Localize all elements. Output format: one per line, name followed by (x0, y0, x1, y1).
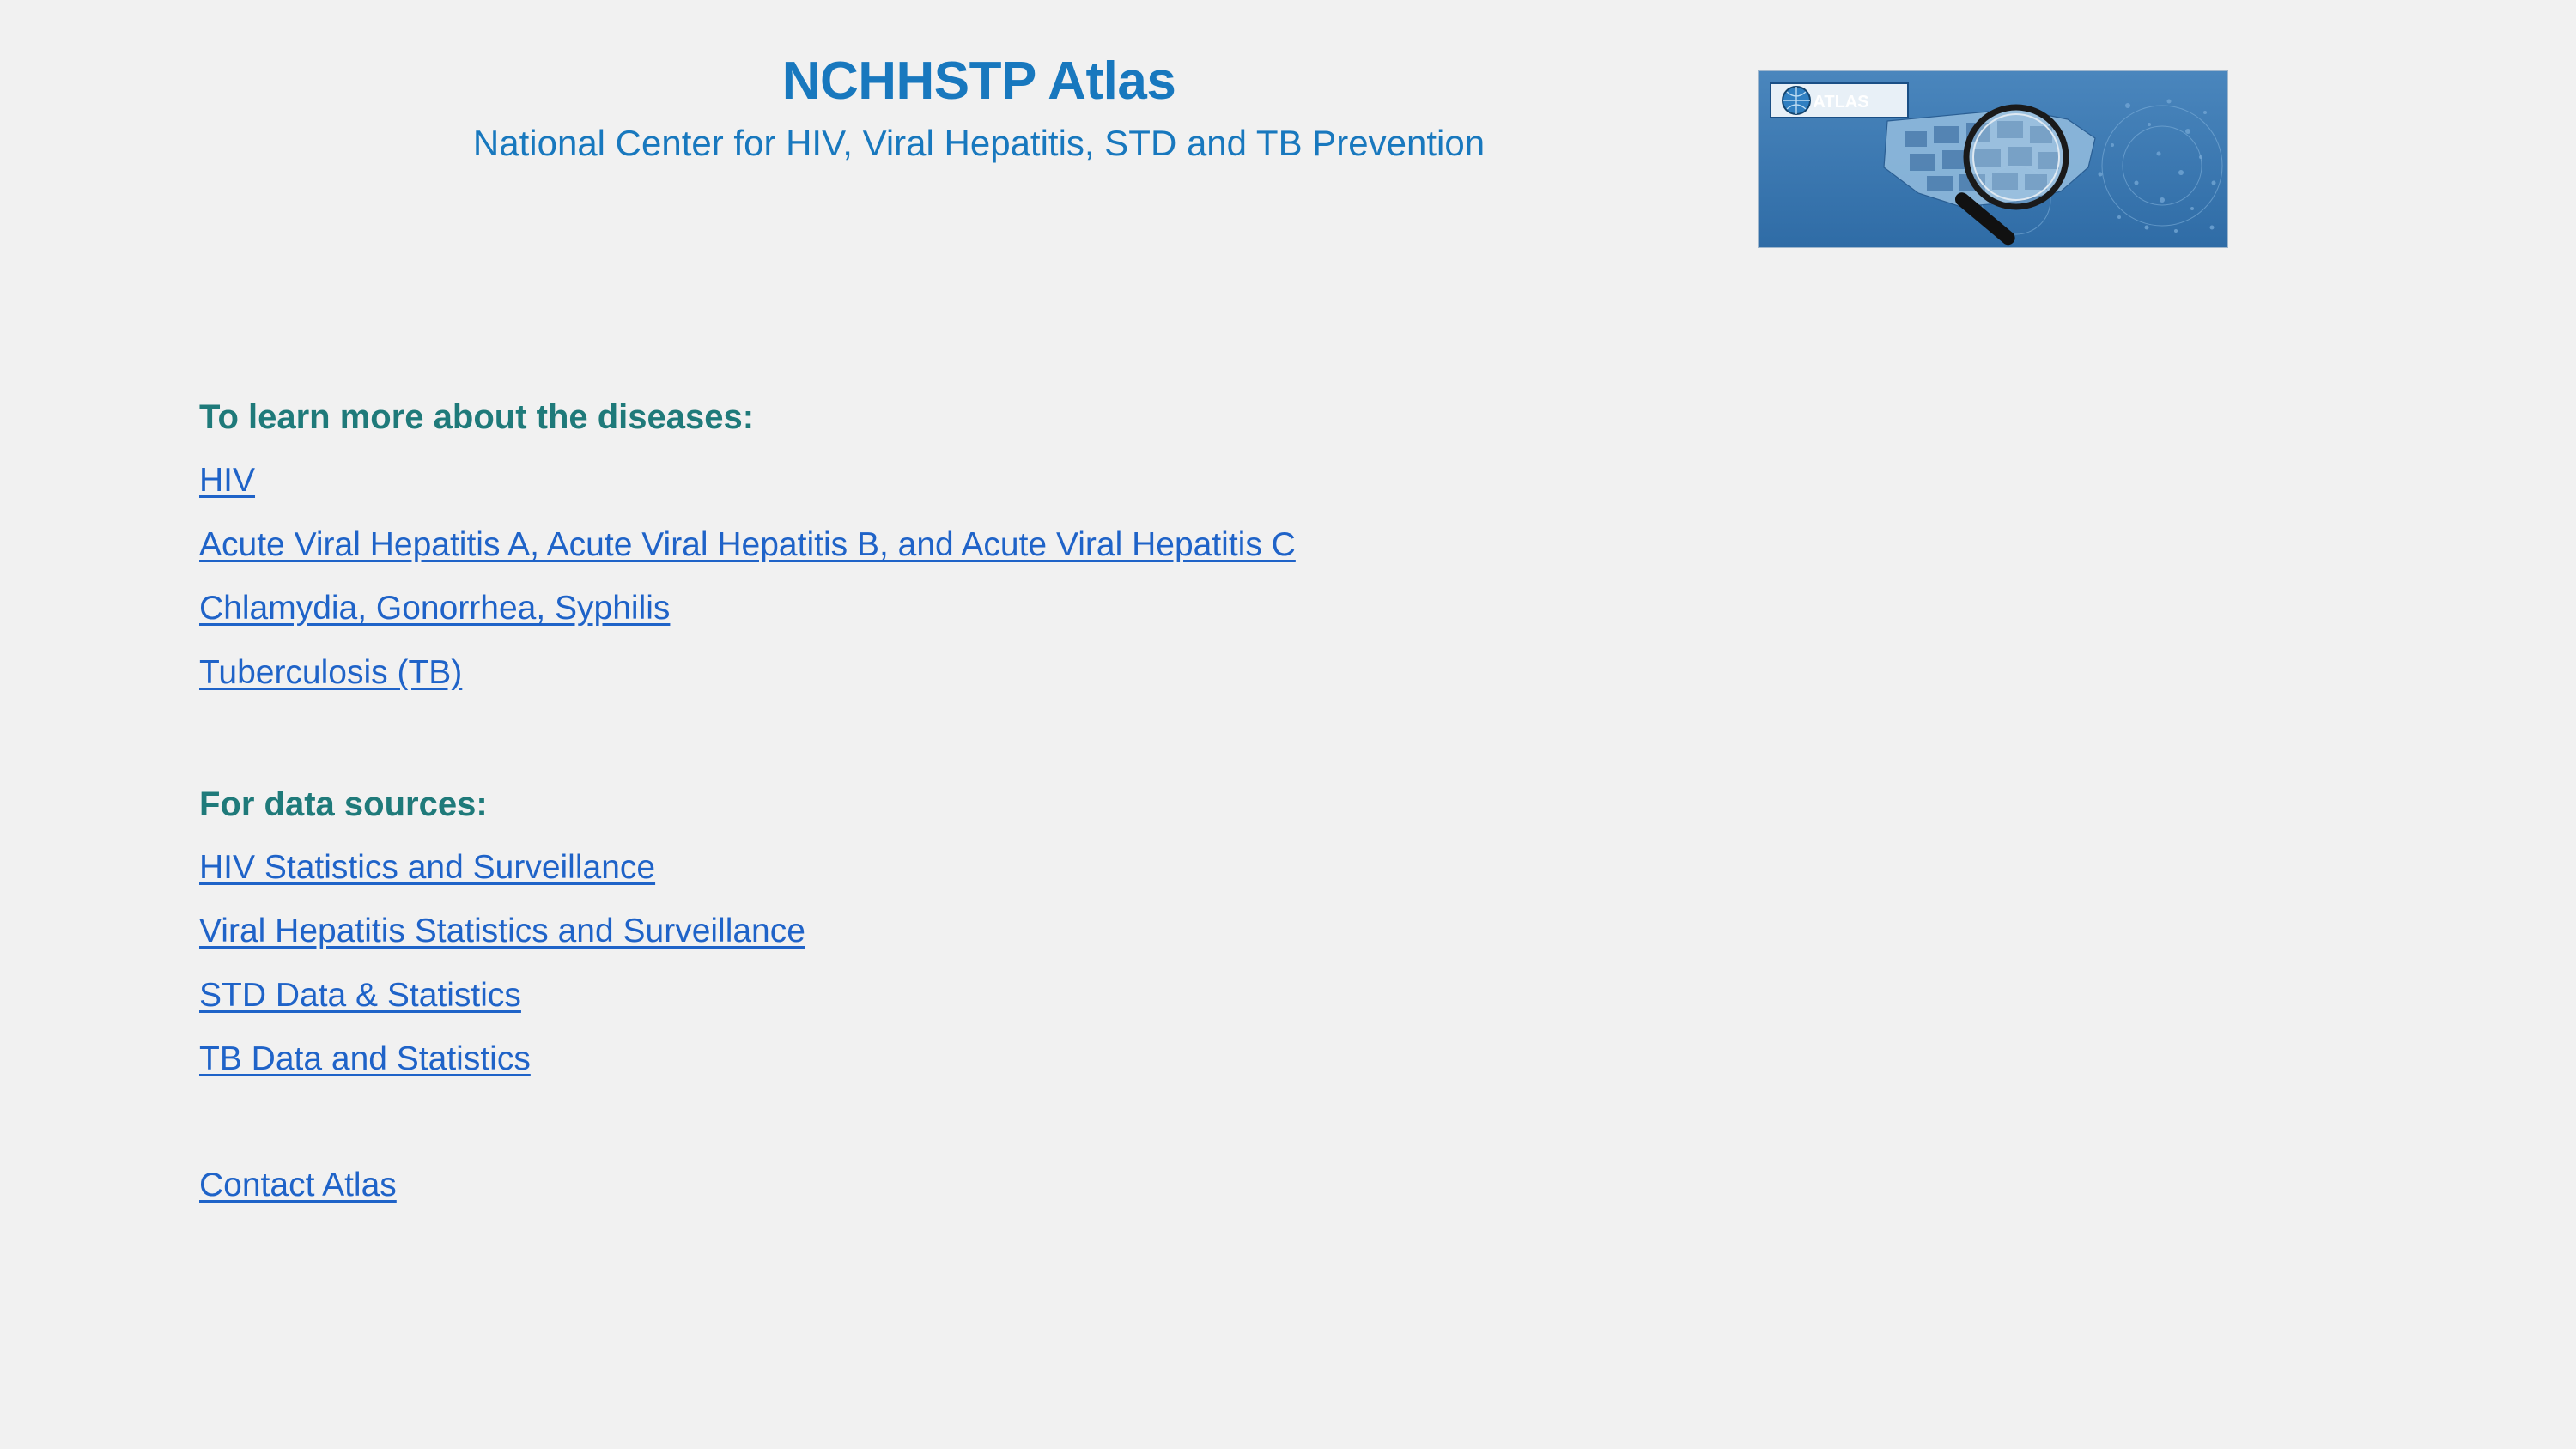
title-block (369, 53, 1589, 167)
link-std-statistics[interactable]: STD Data & Statistics (199, 976, 521, 1014)
contact-row (199, 1163, 2260, 1209)
page-header (0, 0, 2576, 292)
section-heading-diseases: To learn more about the diseases: (199, 398, 755, 436)
link-row (199, 586, 2260, 632)
link-tuberculosis[interactable]: Tuberculosis (TB) (199, 653, 463, 691)
link-viral-hepatitis-statistics[interactable]: Viral Hepatitis Statistics and Surveillance (199, 912, 805, 950)
link-contact-atlas[interactable]: Contact Atlas (199, 1167, 397, 1204)
section-spacer (199, 715, 2260, 782)
link-row (199, 846, 2260, 891)
link-row (199, 523, 2260, 568)
link-hiv-statistics[interactable]: HIV Statistics and Surveillance (199, 848, 656, 886)
link-row (199, 909, 2260, 955)
link-row (199, 1037, 2260, 1082)
link-row (199, 973, 2260, 1019)
atlas-wordmark (1771, 83, 1908, 118)
section-heading-data-sources: For data sources: (199, 785, 488, 823)
main-content (199, 395, 2260, 1228)
page-subtitle: National Center for HIV, Viral Hepatitis, STD and TB Prevention (472, 123, 1485, 164)
link-tb-statistics[interactable]: TB Data and Statistics (199, 1040, 531, 1078)
link-std[interactable]: Chlamydia, Gonorrhea, Syphilis (199, 590, 671, 627)
section-data-sources (199, 782, 2260, 1083)
atlas-logo-image (1758, 70, 2228, 248)
atlas-wordmark-text: ATLAS (1813, 93, 1869, 112)
page-title: NCHHSTP Atlas (781, 52, 1176, 111)
atlas-logo-graphic (1759, 71, 2227, 247)
link-viral-hepatitis[interactable]: Acute Viral Hepatitis A, Acute Viral Hepatitis B, and Acute Viral Hepatitis C (199, 525, 1296, 563)
link-row (199, 651, 2260, 696)
contact-spacer (199, 1101, 2260, 1163)
section-diseases (199, 395, 2260, 696)
link-row (199, 458, 2260, 504)
link-hiv[interactable]: HIV (199, 462, 256, 499)
